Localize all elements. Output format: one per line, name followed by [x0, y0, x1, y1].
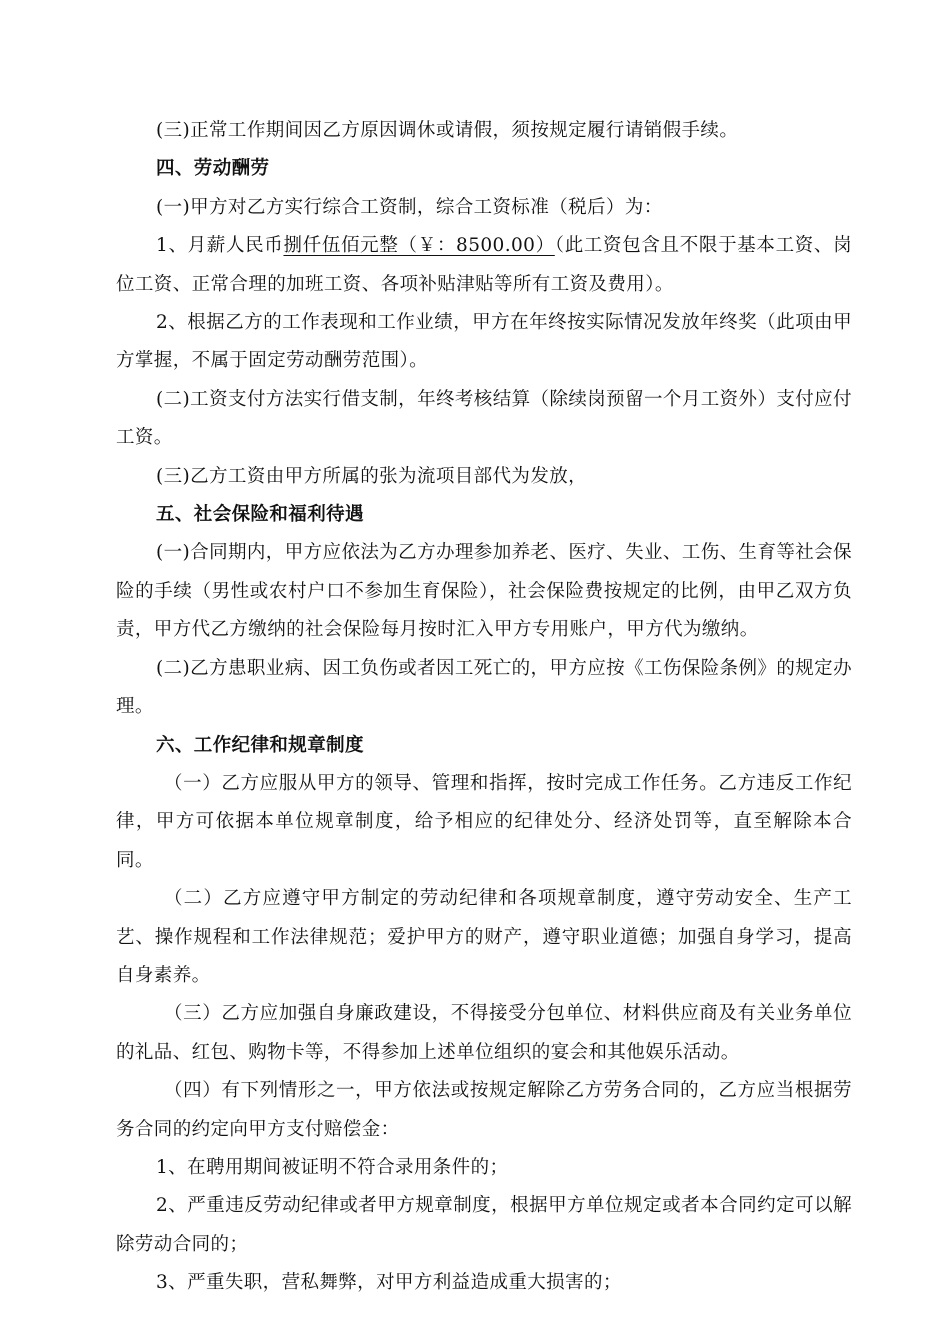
paragraph-discipline-2: （二）乙方应遵守甲方制定的劳动纪律和各项规章制度，遵守劳动安全、生产工艺、操作规程和工作法律规范；爱护甲方的财产，遵守职业道德；加强自身学习，提高自身素养。: [116, 888, 852, 986]
list-item-condition-1: 1、在聘用期间被证明不符合录用条件的；: [156, 1156, 509, 1178]
paragraph-monthly-salary: [116, 227, 852, 304]
paragraph-discipline-3: （三）乙方应加强自身廉政建设，不得接受分包单位、材料供应商及有关业务单位的礼品、红包、购物卡等，不得参加上述单位组织的宴会和其他娱乐活动。: [116, 1003, 852, 1063]
paragraph-payment-agent: (三)乙方工资由甲方所属的张为流项目部代为发放，: [156, 465, 588, 487]
paragraph-leave-procedure: (三)正常工作期间因乙方原因调休或请假，须按规定履行请销假手续。: [156, 120, 739, 141]
list-item-condition-3: 3、严重失职，营私舞弊，对甲方利益造成重大损害的；: [156, 1272, 622, 1294]
paragraph-discipline-1: （一）乙方应服从甲方的领导、管理和指挥，按时完成工作任务。乙方违反工作纪律，甲方可依据本单位规章制度，给予相应的纪律处分、经济处罚等，直至解除本合同。: [116, 772, 852, 871]
section-heading-remuneration: 四、劳动酬劳: [156, 158, 270, 180]
salary-suffix: （此工资包含且不限于基本工资、岗位工资、正常合理的加班工资、各项补贴津贴等所有工资及费用）。: [116, 235, 853, 295]
document-body: [116, 112, 852, 1303]
paragraph-payment-method: (二)工资支付方法实行借支制，年终考核结算（除续岗预留一个月工资外）支付应付工资。: [116, 388, 852, 449]
paragraph-insurance-procedure: (一)合同期内，甲方应依法为乙方办理参加养老、医疗、失业、工伤、生育等社会保险的手续（男性或农村户口不参加生育保险），社会保险费按规定的比例，由甲乙双方负责，甲方代乙方缴纳的社会保险每月按时汇入甲方专用账户，甲方代为缴纳。: [116, 542, 852, 641]
list-item-condition-2: 2、严重违反劳动纪律或者甲方规章制度，根据甲方单位规定或者本合同约定可以解除劳动合同的；: [116, 1195, 852, 1255]
salary-amount: 捌仟伍佰元整（￥：8500.00）: [283, 235, 555, 257]
paragraph-discipline-4: （四）有下列情形之一，甲方依法或按规定解除乙方劳务合同的，乙方应当根据劳务合同的约定向甲方支付赔偿金：: [116, 1080, 852, 1140]
section-heading-social-insurance: 五、社会保险和福利待遇: [156, 504, 364, 526]
salary-prefix: 1、月薪人民币: [156, 235, 284, 257]
paragraph-year-end-bonus: 2、根据乙方的工作表现和工作业绩，甲方在年终按实际情况发放年终奖（此项由甲方掌握，不属于固定劳动酬劳范围）。: [116, 312, 852, 372]
paragraph-work-injury: (二)乙方患职业病、因工负伤或者因工死亡的，甲方应按《工伤保险条例》的规定办理。: [116, 657, 852, 718]
paragraph-wage-system: (一)甲方对乙方实行综合工资制，综合工资标准（税后）为：: [156, 196, 663, 218]
section-heading-discipline: 六、工作纪律和规章制度: [156, 734, 364, 756]
